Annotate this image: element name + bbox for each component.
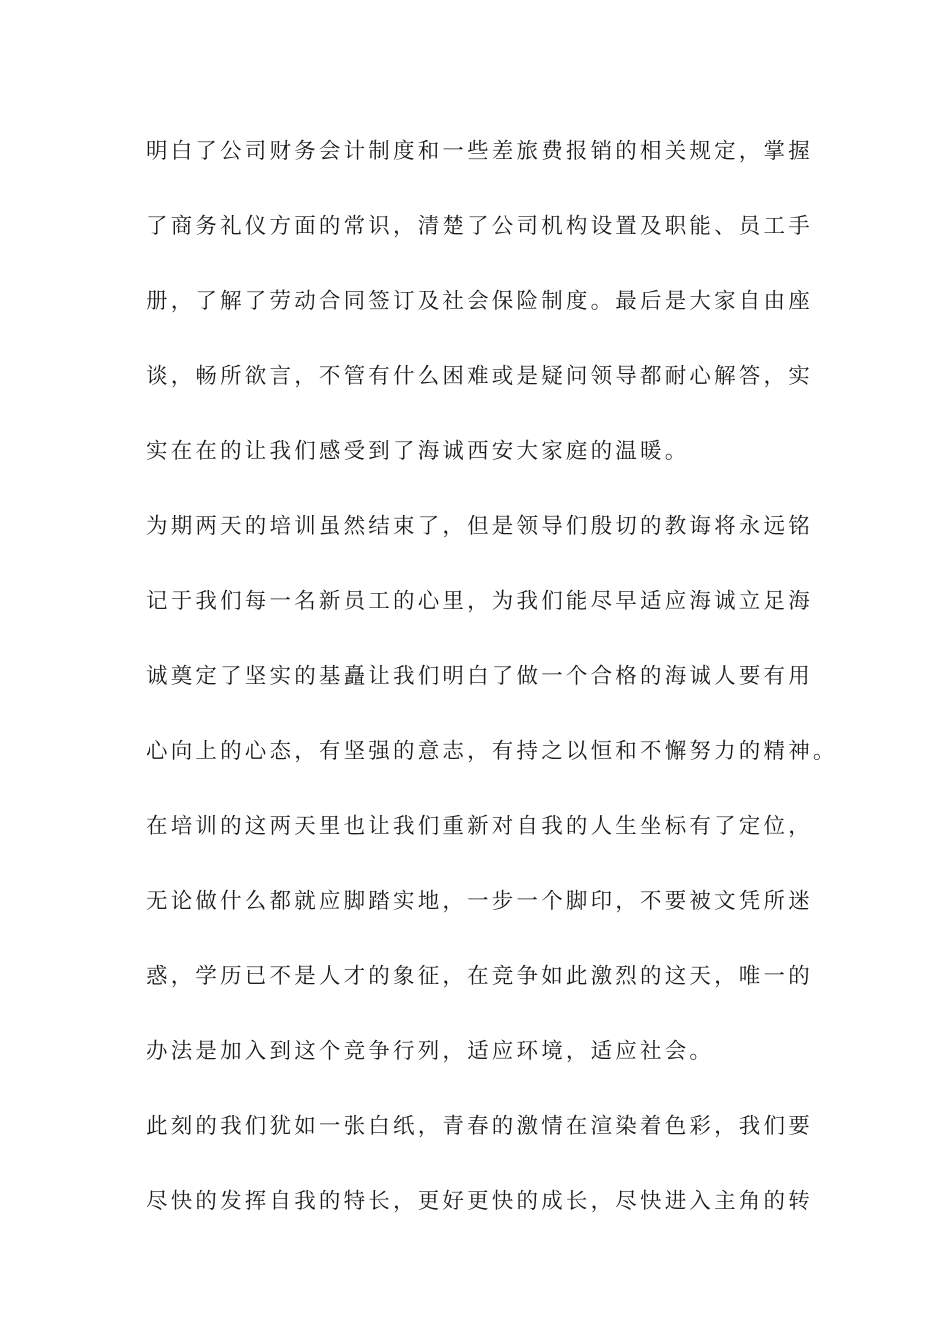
text-line-12: 惑，学历已不是人才的象征，在竞争如此激烈的这天，唯一的 <box>146 964 813 989</box>
text-line-14: 此刻的我们犹如一张白纸，青春的激情在渲染着色彩，我们要 <box>146 1114 813 1139</box>
text-line-1: 明白了公司财务会计制度和一些差旅费报销的相关规定，掌握 <box>146 139 813 164</box>
text-line-4: 谈，畅所欲言，不管有什么困难或是疑问领导都耐心解答，实 <box>146 364 813 389</box>
text-line-7: 记于我们每一名新员工的心里，为我们能尽早适应海诚立足海 <box>146 589 813 614</box>
text-line-8: 诚奠定了坚实的基矗让我们明白了做一个合格的海诚人要有用 <box>146 664 813 689</box>
text-line-13: 办法是加入到这个竞争行列，适应环境，适应社会。 <box>146 1039 715 1064</box>
text-line-5: 实在在的让我们感受到了海诚西安大家庭的温暖。 <box>146 439 690 464</box>
text-line-2: 了商务礼仪方面的常识，清楚了公司机构设置及职能、员工手 <box>146 214 813 239</box>
text-line-3: 册，了解了劳动合同签订及社会保险制度。最后是大家自由座 <box>146 289 813 314</box>
text-line-9: 心向上的心态，有坚强的意志，有持之以恒和不懈努力的精神。 <box>146 739 838 764</box>
text-line-15: 尽快的发挥自我的特长，更好更快的成长，尽快进入主角的转 <box>146 1189 813 1214</box>
text-line-10: 在培训的这两天里也让我们重新对自我的人生坐标有了定位， <box>146 814 813 839</box>
text-line-11: 无论做什么都就应脚踏实地，一步一个脚印，不要被文凭所迷 <box>146 889 813 914</box>
text-line-6: 为期两天的培训虽然结束了，但是领导们殷切的教诲将永远铭 <box>146 514 813 539</box>
